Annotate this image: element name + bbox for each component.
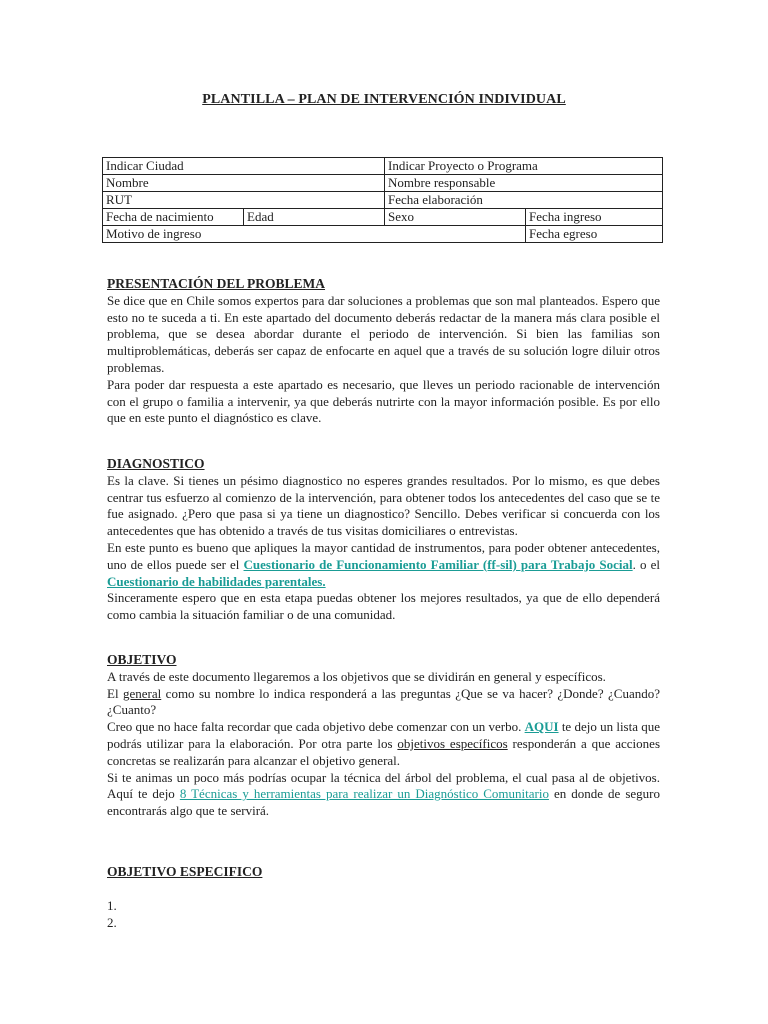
heading-problema: PRESENTACIÓN DEL PROBLEMA [107, 276, 326, 291]
paragraph [107, 770, 660, 820]
text: como su nombre lo indica responderá a las preguntas ¿Que se va hacer? ¿Donde? ¿Cuando?¿Cuanto? [107, 685, 660, 718]
text: responderán a que acciones concretas se realizarán para alcanzar el objetivo general. [107, 735, 660, 768]
cell-proyecto: Indicar Proyecto o Programa [385, 158, 663, 175]
table-row [103, 226, 663, 243]
link-ff-sil[interactable]: Cuestionario de Funcionamiento Familiar (ff-sil) para Trabajo Social [243, 556, 633, 572]
term-general: general [122, 685, 162, 701]
paragraph: Es la clave. Si tienes un pésimo diagnostico no esperes grandes resultados. Por lo mismo, es que debes centrar tus esfuerzo al comienzo de la intervención, para obtener todos los antecedentes del caso que se te fue asignado. ¿Pero que pasa si ya tiene un diagnostico? Sencillo. Debes verificar si concuerda con los antecedentes que has obtenido a través de tus visitas domiciliares o entrevistas. [107, 472, 660, 539]
paragraph [107, 540, 660, 590]
link-aqui[interactable]: AQUI [524, 719, 559, 735]
text: . o el [632, 556, 660, 572]
link-tecnicas-diagnostico[interactable]: 8 Técnicas y herramientas para realizar un Diagnóstico Comunitario [179, 786, 549, 802]
cell-rut: RUT [103, 192, 385, 209]
objetivo-list [107, 897, 117, 931]
paragraph: Para poder dar respuesta a este apartado es necesario, que lleves un periodo racionable de intervención con el grupo o familia a intervenir, ya que deberás nutrirte con la mayor información posible. Es por ello que en este punto el diagnóstico es clave. [107, 376, 660, 426]
table-row [103, 209, 663, 226]
cell-edad: Edad [244, 209, 385, 226]
section-objetivo-especifico [107, 864, 660, 881]
cell-sexo: Sexo [385, 209, 526, 226]
term-especificos: objetivos específicos [397, 735, 508, 751]
text: En este punto es bueno que apliques la mayor cantidad de instrumentos, para poder obtener antecedentes, uno de ellos puede ser el [107, 539, 660, 572]
paragraph: Sinceramente espero que en esta etapa puedas obtener los mejores resultados, ya que de ello dependerá como cambia la situación familiar o de una comunidad. [107, 590, 660, 623]
table-row [103, 175, 663, 192]
paragraph: A través de este documento llegaremos a los objetivos que se dividirán en general y específicos. [107, 668, 606, 684]
table-row [103, 192, 663, 209]
text: te dejo un lista que podrás utilizar para la elaboración. Por otra parte los [107, 719, 661, 751]
cell-fecha-nacimiento: Fecha de nacimiento [103, 209, 244, 226]
cell-fecha-egreso: Fecha egreso [526, 226, 663, 243]
section-diagnostico [107, 456, 660, 624]
link-habilidades-parentales[interactable]: Cuestionario de habilidades parentales. [107, 573, 326, 589]
text: El [107, 685, 123, 701]
cell-fecha-elaboracion: Fecha elaboración [385, 192, 663, 209]
cell-responsable: Nombre responsable [385, 175, 663, 192]
cell-motivo: Motivo de ingreso [103, 226, 526, 243]
text: Creo que no hace falta recordar que cada objetivo debe comenzar con un verbo. [107, 719, 525, 735]
heading-objetivo: OBJETIVO [107, 652, 177, 667]
cell-ciudad: Indicar Ciudad [103, 158, 385, 175]
section-objetivo [107, 652, 660, 820]
heading-objetivo-especifico: OBJETIVO ESPECIFICO [107, 864, 263, 879]
info-table [102, 157, 663, 243]
table-row [103, 158, 663, 175]
document-title: PLANTILLA – PLAN DE INTERVENCIÓN INDIVIDUAL [202, 92, 566, 107]
list-item: 2. [107, 915, 117, 930]
section-problema [107, 276, 660, 427]
text: en donde de seguro encontrarás algo que te servirá. [107, 786, 661, 819]
paragraph [107, 719, 660, 769]
heading-diagnostico: DIAGNOSTICO [107, 456, 205, 471]
list-item: 1. [107, 898, 117, 913]
text: Si te animas un poco más podrías ocupar la técnica del árbol del problema, el cual pasa al de objetivos. Aquí te dejo [107, 769, 660, 802]
paragraph [107, 686, 660, 720]
cell-fecha-ingreso: Fecha ingreso [526, 209, 663, 226]
paragraph: Se dice que en Chile somos expertos para dar soluciones a problemas que son mal planteados. Espero que esto no te suceda a ti. En este apartado del documento deberás redactar de la manera más clara posible el problema, que se desea abordar durante el periodo de intervención. Si bien las familias son multiproblemáticas, deberás ser capaz de enfocarte en aquel que a través de su solución logre diluir otros problemas. [107, 292, 660, 375]
cell-nombre: Nombre [103, 175, 385, 192]
